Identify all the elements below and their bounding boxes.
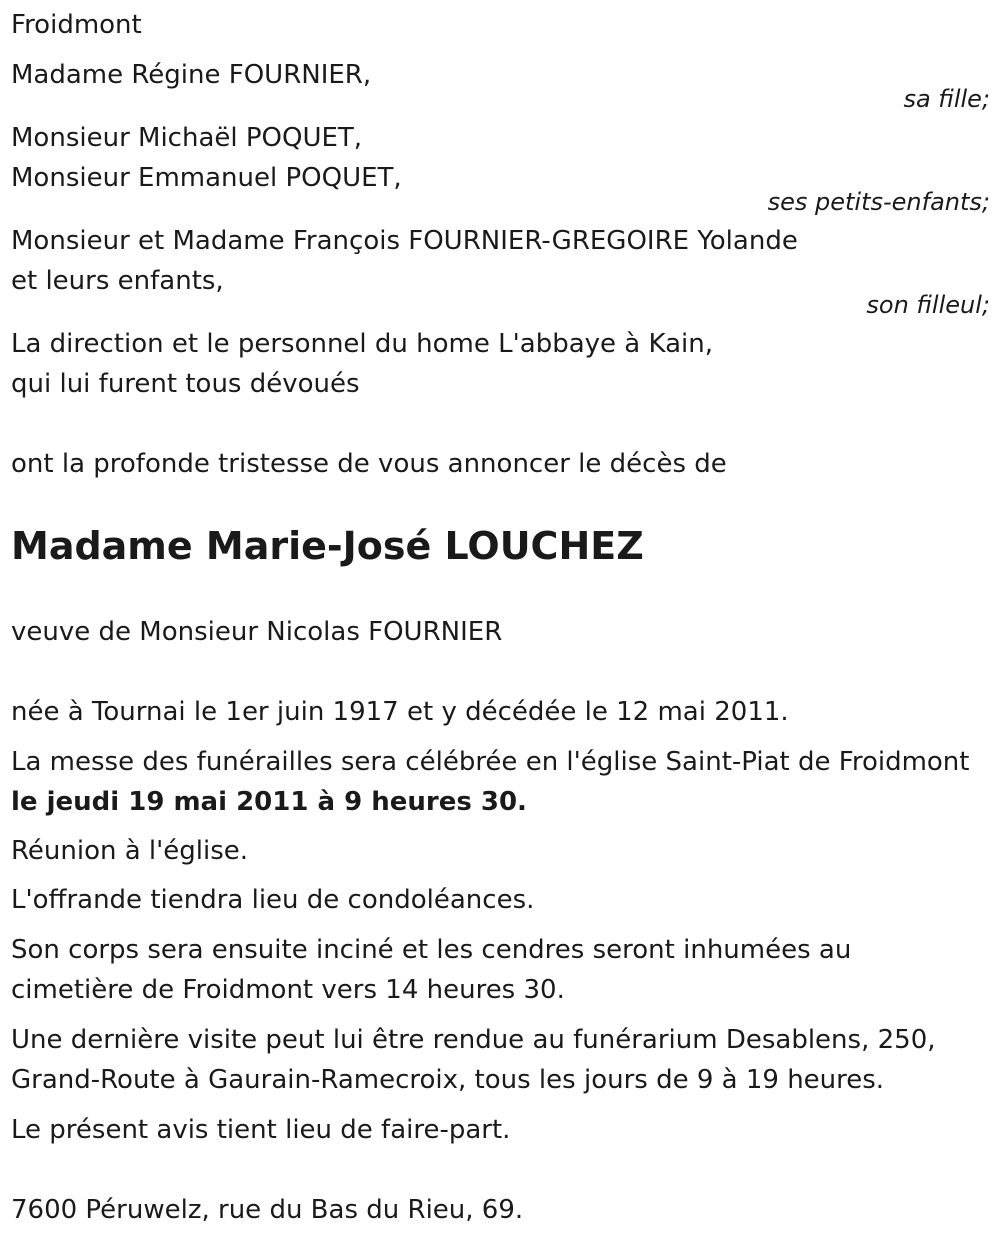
relationship-label: ses petits-enfants;: [767, 188, 990, 216]
family-member-line: qui lui furent tous dévoués: [11, 369, 360, 399]
offering-line: L'offrande tiendra lieu de condoléances.: [11, 885, 535, 915]
visit-line: Grand-Route à Gaurain-Ramecroix, tous les jours de 9 à 19 heures.: [11, 1065, 885, 1095]
address-line: 7600 Péruwelz, rue du Bas du Rieu, 69.: [11, 1195, 524, 1225]
funeral-mass-datetime: le jeudi 19 mai 2011 à 9 heures 30.: [11, 787, 527, 817]
deceased-name: Madame Marie-José LOUCHEZ: [11, 524, 644, 568]
meeting-line: Réunion à l'église.: [11, 836, 249, 866]
faire-part-line: Le présent avis tient lieu de faire-part.: [11, 1115, 511, 1145]
cremation-line: cimetière de Froidmont vers 14 heures 30.: [11, 975, 565, 1005]
location-heading: Froidmont: [11, 10, 142, 40]
family-member-line: et leurs enfants,: [11, 266, 224, 296]
funeral-mass-line: La messe des funérailles sera célébrée en l'église Saint-Piat de Froidmont: [11, 747, 970, 777]
widow-of-line: veuve de Monsieur Nicolas FOURNIER: [11, 617, 503, 647]
family-member-line: La direction et le personnel du home L'abbaye à Kain,: [11, 329, 713, 359]
visit-line: Une dernière visite peut lui être rendue au funérarium Desablens, 250,: [11, 1025, 936, 1055]
announcement-text: ont la profonde tristesse de vous annoncer le décès de: [11, 449, 727, 479]
relationship-label: sa fille;: [903, 85, 990, 113]
birth-death-line: née à Tournai le 1er juin 1917 et y décédée le 12 mai 2011.: [11, 697, 789, 727]
family-member-line: Madame Régine FOURNIER,: [11, 60, 372, 90]
family-member-line: Monsieur Michaël POQUET,: [11, 123, 363, 153]
family-member-line: Monsieur et Madame François FOURNIER-GREGOIRE Yolande: [11, 226, 798, 256]
family-member-line: Monsieur Emmanuel POQUET,: [11, 163, 402, 193]
relationship-label: son filleul;: [866, 291, 990, 319]
cremation-line: Son corps sera ensuite inciné et les cendres seront inhumées au: [11, 935, 852, 965]
